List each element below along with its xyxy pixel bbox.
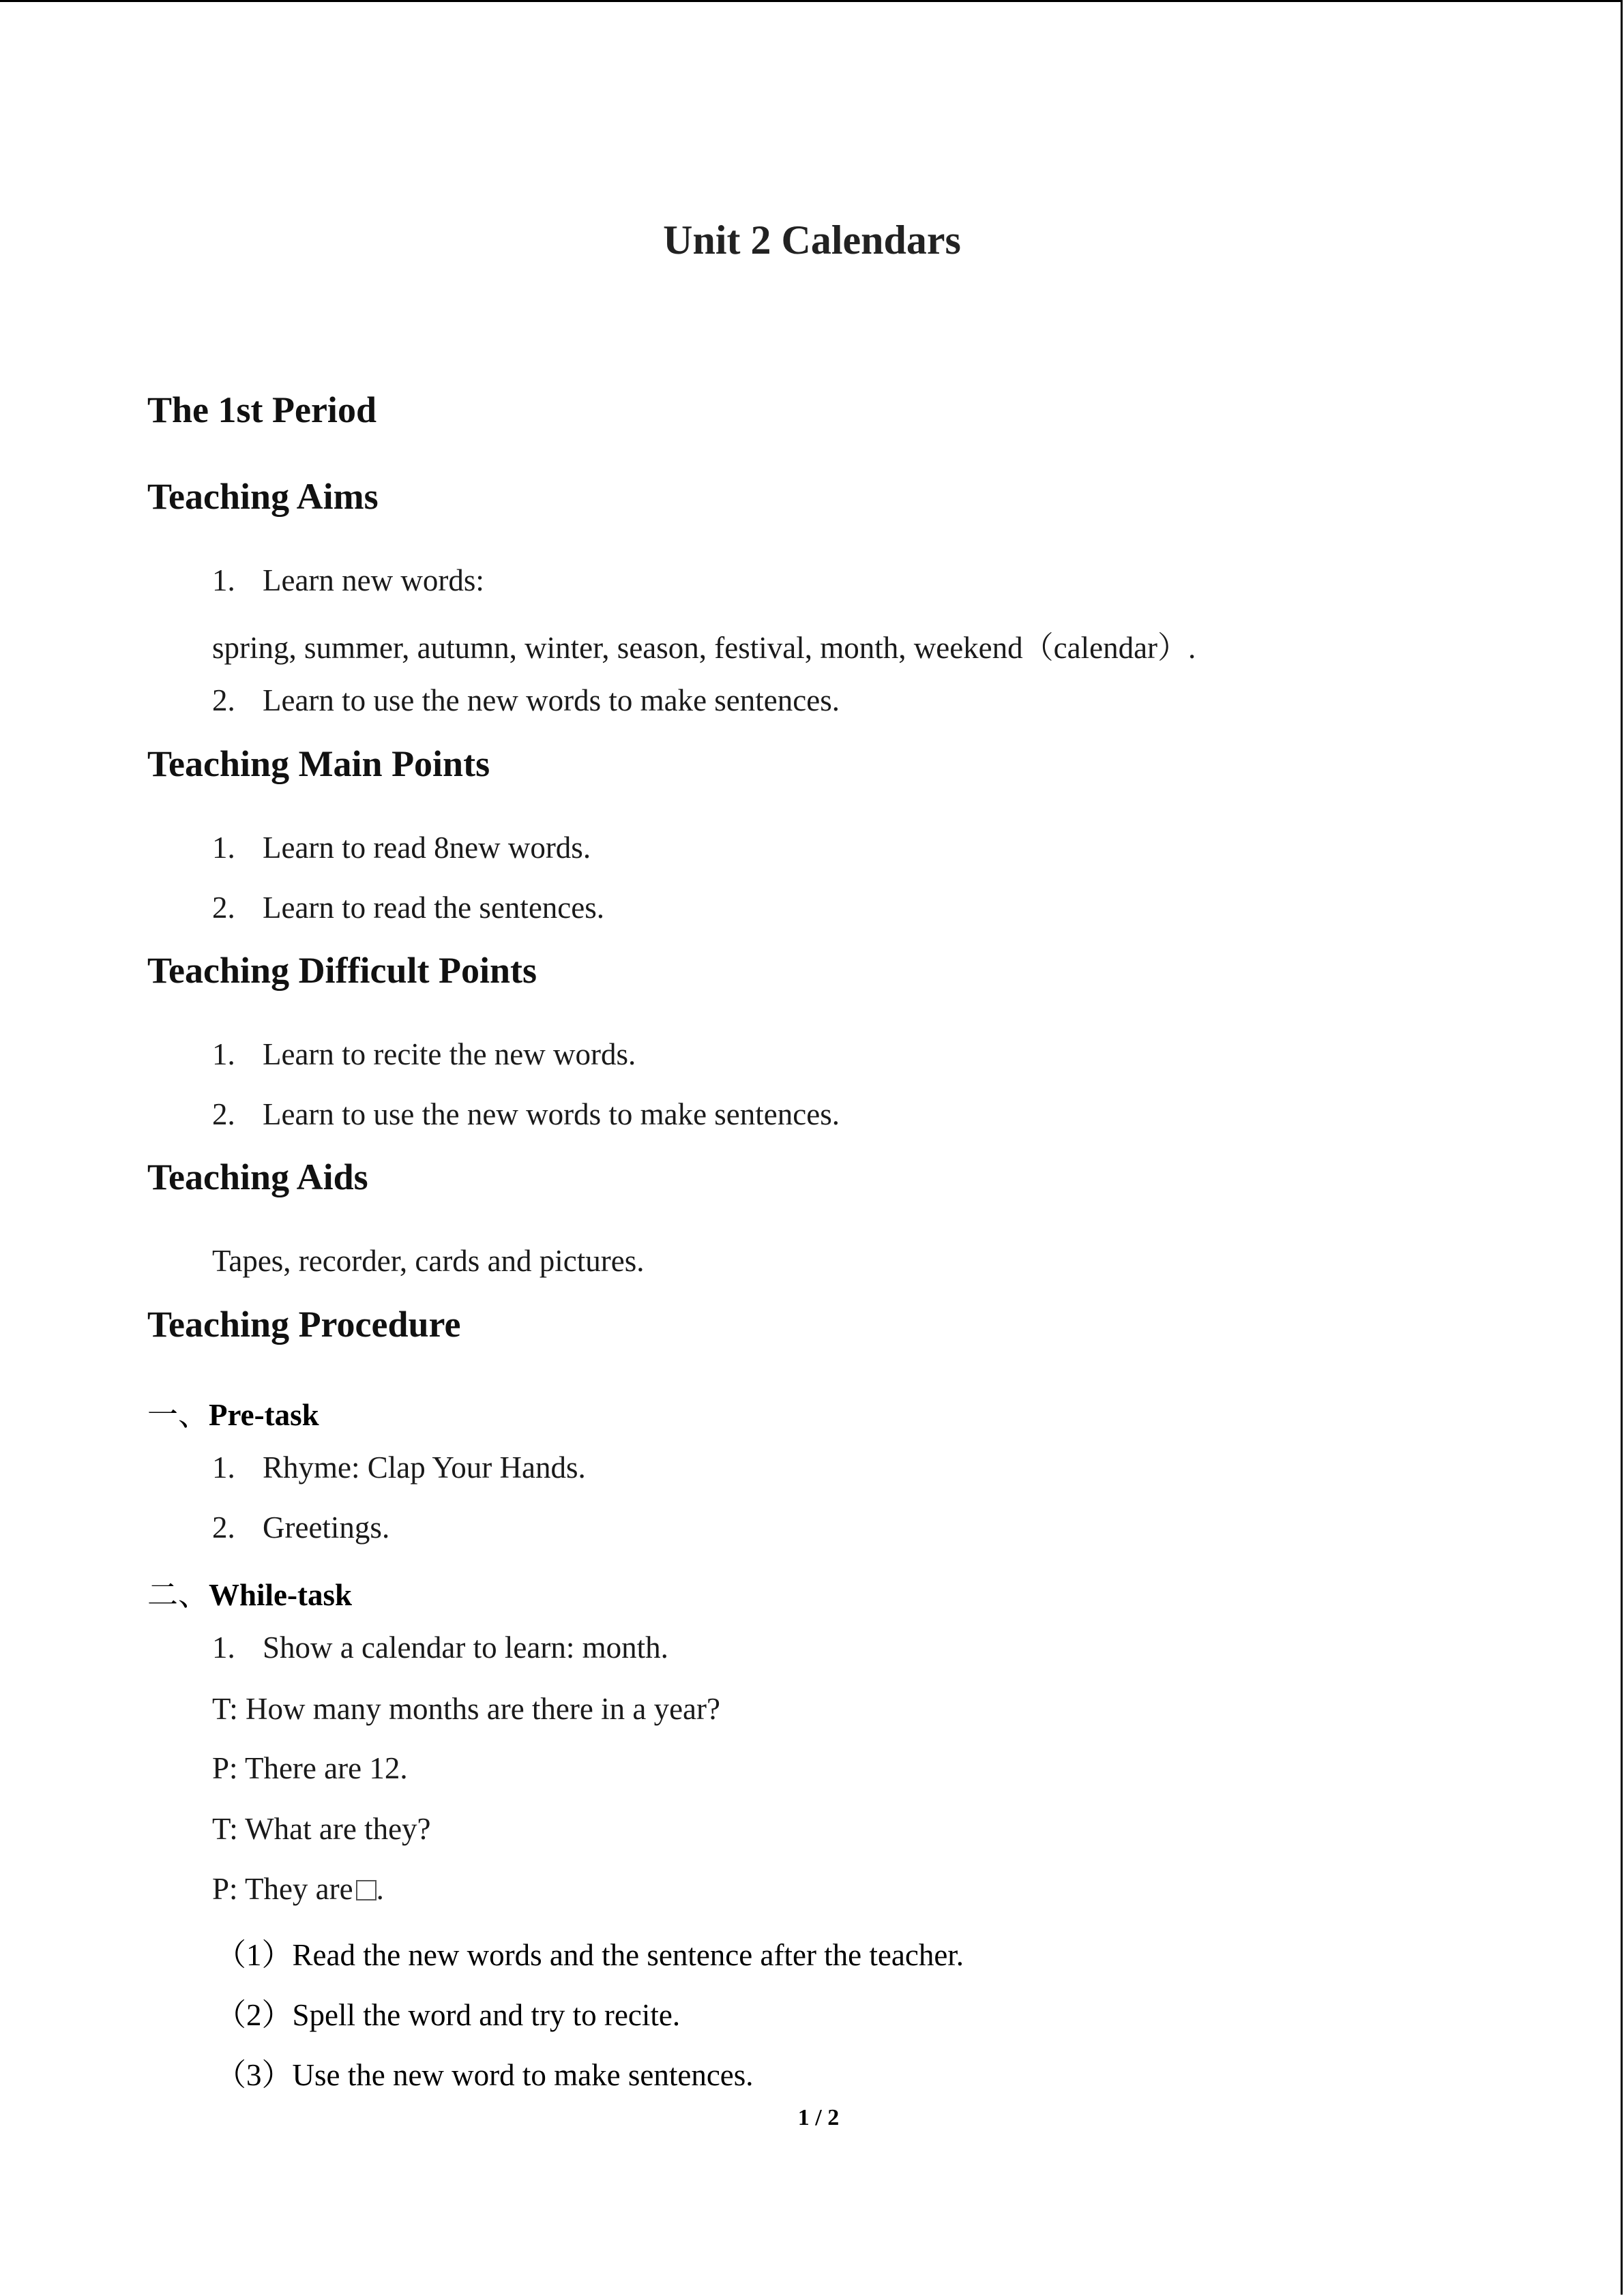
main-points-item-2-num: 2. (212, 891, 235, 925)
aids-heading: Teaching Aids (147, 1157, 368, 1197)
while-task-heading (147, 1570, 352, 1614)
dialogue-line-1: T: How many months are there in a year? (212, 1692, 720, 1726)
aims-word-list: spring, summer, autumn, winter, season, festival, month, weekend（calendar）. (212, 631, 1196, 665)
procedure-heading: Teaching Procedure (147, 1304, 461, 1345)
aims-heading: Teaching Aims (147, 476, 379, 517)
while-task-label: While-task (209, 1578, 353, 1612)
step-2: （2）Spell the word and try to recite. (216, 1998, 681, 2032)
difficult-points-item-2-text: Learn to use the new words to make sentences. (263, 1097, 840, 1131)
while-task-item-1-text: Show a calendar to learn: month. (263, 1630, 668, 1665)
step-3: （3）Use the new word to make sentences. (216, 2058, 754, 2092)
difficult-points-heading: Teaching Difficult Points (147, 950, 537, 991)
main-points-item-2 (212, 890, 604, 925)
while-task-item-1-num: 1. (212, 1630, 235, 1665)
dialogue-line-4 (212, 1871, 384, 1907)
difficult-points-item-1 (212, 1037, 636, 1072)
pre-task-item-2 (212, 1510, 389, 1545)
dialogue-line-4-end: . (376, 1872, 384, 1906)
aims-item-2-num: 2. (212, 683, 235, 717)
aims-item-1 (212, 563, 484, 598)
pre-task-item-2-text: Greetings. (263, 1510, 390, 1545)
dialogue-line-3: T: What are they? (212, 1812, 431, 1846)
difficult-points-item-1-num: 1. (212, 1037, 235, 1071)
period-heading: The 1st Period (147, 389, 377, 430)
pre-task-marker: 一、 (147, 1398, 209, 1432)
main-points-heading: Teaching Main Points (147, 743, 490, 784)
pre-task-item-1 (212, 1450, 586, 1485)
step-1: （1）Read the new words and the sentence after the teacher. (216, 1938, 964, 1972)
main-points-item-1 (212, 830, 591, 865)
difficult-points-item-2-num: 2. (212, 1097, 235, 1131)
while-task-item-1 (212, 1630, 668, 1665)
dialogue-line-2: P: There are 12. (212, 1751, 408, 1785)
pre-task-heading (147, 1390, 319, 1434)
while-task-marker: 二、 (147, 1578, 209, 1612)
main-points-item-1-num: 1. (212, 831, 235, 865)
aims-item-1-num: 1. (212, 563, 235, 597)
aids-text: Tapes, recorder, cards and pictures. (212, 1244, 645, 1278)
dialogue-line-4-text: P: They are (212, 1872, 353, 1906)
pre-task-label: Pre-task (209, 1398, 319, 1432)
aims-item-2 (212, 683, 840, 718)
difficult-points-item-1-text: Learn to recite the new words. (263, 1037, 636, 1071)
pre-task-item-1-text: Rhyme: Clap Your Hands. (263, 1450, 586, 1485)
main-points-item-1-text: Learn to read 8new words. (263, 831, 591, 865)
document-title: Unit 2 Calendars (663, 218, 961, 263)
pre-task-item-2-num: 2. (212, 1510, 235, 1545)
pre-task-item-1-num: 1. (212, 1450, 235, 1485)
page-number: 1 / 2 (797, 2105, 840, 2130)
aims-item-2-text: Learn to use the new words to make sentences. (263, 683, 840, 717)
blank-box-icon (356, 1880, 377, 1900)
main-points-item-2-text: Learn to read the sentences. (263, 891, 604, 925)
aims-item-1-text: Learn new words: (263, 563, 484, 597)
difficult-points-item-2 (212, 1097, 840, 1132)
